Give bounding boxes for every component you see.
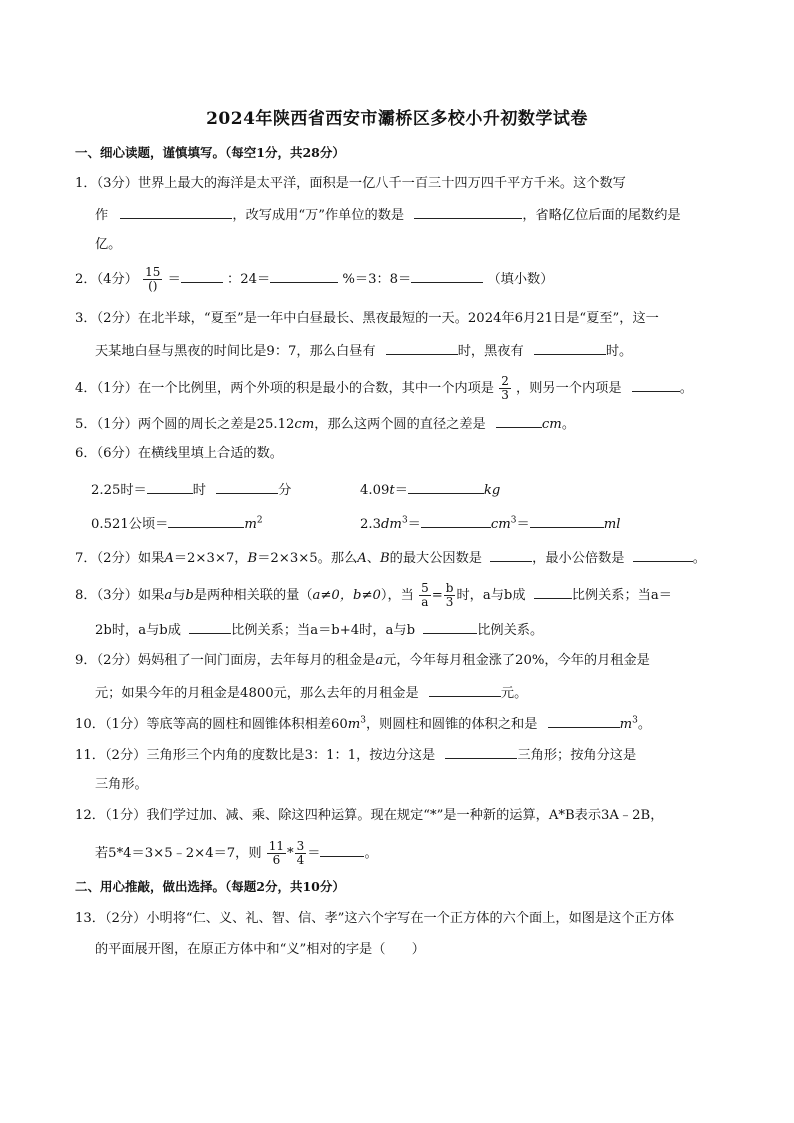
answer-blank[interactable] bbox=[189, 619, 231, 634]
question-6-row-1a: 2.25时＝ 时 分 bbox=[91, 479, 291, 501]
question-8-line-2: 2b时，a与b成 比例关系；当a＝b+4时，a与b 比例关系。 bbox=[95, 619, 543, 641]
question-3-line-2: 天某地白昼与黑夜的时间比是9：7，那么白昼有 时，黑夜有 时。 bbox=[95, 340, 632, 362]
question-1-line-2: 作 ，改写成用“万”作单位的数是 ，省略亿位后面的尾数约是 bbox=[95, 204, 681, 226]
answer-blank[interactable] bbox=[445, 744, 517, 759]
fraction: $\frac{b}{3}$ bbox=[445, 581, 454, 609]
question-12-line-1: 12．（1分）我们学过加、减、乘、除这四种运算。现在规定“*”是一种新的运算，A*B表示3A﹣2B， bbox=[75, 808, 664, 823]
answer-blank[interactable] bbox=[147, 479, 193, 494]
fraction: $\frac{15}{()}$ bbox=[145, 265, 161, 293]
answer-blank[interactable] bbox=[496, 413, 542, 428]
answer-blank[interactable] bbox=[168, 513, 244, 528]
answer-blank[interactable] bbox=[423, 619, 477, 634]
question-4: 4．（1分）在一个比例里，两个外项的积是最小的合数，其中一个内项是 $\frac{2}{3}$ ，则另一个内项是 。 bbox=[75, 374, 693, 402]
answer-blank[interactable] bbox=[411, 268, 483, 283]
question-9-line-1: 9．（2分）妈妈租了一间门面房，去年每月的租金是a元，今年每月租金涨了20%，今年的月租金是 bbox=[75, 653, 650, 668]
answer-blank[interactable] bbox=[386, 340, 458, 355]
question-6: 6．（6分）在横线里填上合适的数。 bbox=[75, 446, 283, 461]
question-2: 2．（4分） $\frac{15}{()}$ ＝ ：24＝ %＝3：8＝ （填小数） bbox=[75, 265, 554, 293]
question-5: 5．（1分）两个圆的周长之差是25.12cm，那么这两个圆的直径之差是 cm。 bbox=[75, 413, 575, 435]
question-11-line-2: 三角形。 bbox=[95, 777, 148, 792]
question-6-row-2a: 0.521公顷＝ $m^2$ bbox=[91, 513, 263, 535]
answer-blank[interactable] bbox=[490, 547, 532, 562]
question-6-row-2b: $2.3dm^3= cm^3=$ ml bbox=[360, 513, 620, 535]
answer-blank[interactable] bbox=[534, 584, 572, 599]
answer-blank[interactable] bbox=[421, 513, 491, 528]
question-9-line-2: 元；如果今年的月租金是4800元，那么去年的月租金是 元。 bbox=[95, 682, 527, 704]
question-13-line-2: 的平面展开图，在原正方体中和“义”相对的字是（ ） bbox=[95, 942, 425, 957]
answer-blank[interactable] bbox=[632, 377, 680, 392]
answer-blank[interactable] bbox=[530, 513, 604, 528]
fraction: $\frac{2}{3}$ bbox=[501, 374, 509, 402]
answer-blank[interactable] bbox=[408, 479, 484, 494]
answer-blank[interactable] bbox=[429, 682, 501, 697]
answer-blank[interactable] bbox=[120, 204, 232, 219]
answer-blank[interactable] bbox=[414, 204, 522, 219]
question-6-row-1b: 4.09t＝ kg bbox=[360, 479, 500, 501]
question-8-line-1: 8．（3分）如果a与b是两种相关联的量（a≠0，b≠0），当 $\frac{5}{a}$ = $\frac{b}{3}$ 时，a与b成 比例关系；当a＝ bbox=[75, 581, 672, 609]
fraction: $\frac{5}{a}$ bbox=[421, 581, 429, 609]
fraction: $\frac{3}{4}$ bbox=[296, 839, 305, 867]
section-heading-1: 一、细心读题，谨慎填写。（每空1分，共28分） bbox=[75, 145, 345, 160]
question-11-line-1: 11．（2分）三角形三个内角的度数比是3：1：1，按边分这是 三角形；按角分这是 bbox=[75, 744, 636, 766]
answer-blank[interactable] bbox=[270, 268, 338, 283]
question-12-line-2: 若5*4＝3×5﹣2×4＝7，则 $\frac{11}{6}$ * $\frac{3}{4}$ ＝ 。 bbox=[95, 839, 378, 867]
fraction: $\frac{11}{6}$ bbox=[268, 839, 285, 867]
question-1-line-3: 亿。 bbox=[95, 237, 122, 252]
answer-blank[interactable] bbox=[181, 268, 223, 283]
question-3-line-1: 3．（2分）在北半球，“夏至”是一年中白昼最长、黑夜最短的一天。2024年6月21日是“夏至”，这一 bbox=[75, 311, 659, 326]
section-heading-2: 二、用心推敲，做出选择。（每题2分，共10分） bbox=[75, 879, 345, 894]
question-1-line-1: 1．（3分）世界上最大的海洋是太平洋，面积是一亿八千一百三十四万四千平方千米。这个数写 bbox=[75, 176, 626, 191]
answer-blank[interactable] bbox=[548, 713, 620, 728]
question-10: 10．（1分）等底等高的圆柱和圆锥体积相差$60m^3$，则圆柱和圆锥的体积之和是 $m^3$。 bbox=[75, 713, 651, 735]
question-7: 7．（2分）如果A＝2×3×7，B＝2×3×5。那么A、B的最大公因数是 ，最小公倍数是 。 bbox=[75, 547, 706, 569]
answer-blank[interactable] bbox=[534, 340, 606, 355]
answer-blank[interactable] bbox=[633, 547, 693, 562]
answer-blank[interactable] bbox=[320, 842, 364, 857]
answer-blank[interactable] bbox=[216, 479, 278, 494]
page-title: 2024年陕西省西安市灞桥区多校小升初数学试卷 bbox=[206, 109, 588, 129]
question-13-line-1: 13．（2分）小明将“仁、义、礼、智、信、孝”这六个字写在一个正方体的六个面上，如图是这个正方体 bbox=[75, 911, 675, 926]
